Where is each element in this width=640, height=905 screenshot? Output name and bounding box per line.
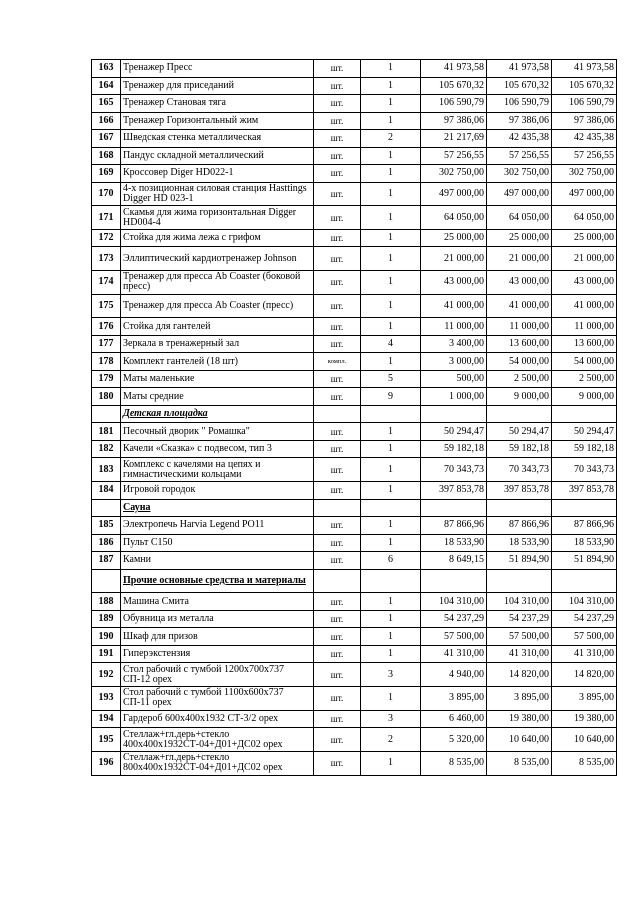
sum-cell: 54 237,29 [487,610,552,628]
item-name-cell: Стол рабочий с тумбой 1100х600х737 СП-11 орех [121,687,314,711]
unit-cell: шт. [314,517,361,535]
row-number-cell: 164 [92,77,121,95]
total-cell: 97 386,06 [552,112,617,130]
sum-cell: 57 500,00 [487,628,552,646]
item-name-cell: Тренажер Горизонтальный жим [121,112,314,130]
table-row [92,229,617,247]
item-name-cell: Кроссовер Diger HD022-1 [121,165,314,183]
sum-cell: 87 866,96 [487,517,552,535]
sum-cell: 64 050,00 [487,206,552,230]
empty-cell [361,405,421,423]
item-name-cell: Маты маленькие [121,370,314,388]
empty-cell [314,569,361,593]
total-cell: 70 343,73 [552,458,617,482]
row-number-cell: 177 [92,335,121,353]
table-row [92,552,617,570]
total-cell: 41 000,00 [552,294,617,318]
empty-cell [487,569,552,593]
total-cell: 43 000,00 [552,271,617,295]
row-number-cell: 182 [92,440,121,458]
table-row [92,423,617,441]
price-cell: 41 000,00 [421,294,487,318]
unit-cell: шт. [314,294,361,318]
unit-cell: шт. [314,534,361,552]
total-cell: 105 670,32 [552,77,617,95]
table-row [92,247,617,271]
unit-cell: шт. [314,247,361,271]
price-cell: 87 866,96 [421,517,487,535]
empty-cell [92,499,121,517]
unit-cell: шт. [314,165,361,183]
item-name-cell: Зеркала в тренажерный зал [121,335,314,353]
empty-cell [92,405,121,423]
section-title: Прочие основные средства и материалы [121,569,314,593]
row-number-cell: 170 [92,182,121,206]
row-number-cell: 190 [92,628,121,646]
price-cell: 57 256,55 [421,147,487,165]
table-row [92,77,617,95]
quantity-cell: 3 [361,710,421,728]
price-cell: 25 000,00 [421,229,487,247]
sum-cell: 11 000,00 [487,318,552,336]
sum-cell: 302 750,00 [487,165,552,183]
sum-cell: 54 000,00 [487,353,552,371]
item-name-cell: Тренажер для пресса Ab Coaster (пресс) [121,294,314,318]
sum-cell: 14 820,00 [487,663,552,687]
price-cell: 70 343,73 [421,458,487,482]
total-cell: 21 000,00 [552,247,617,271]
price-cell: 21 000,00 [421,247,487,271]
unit-cell: шт. [314,95,361,113]
item-name-cell: 4-х позиционная силовая станция Hasttings Digger HD 023-1 [121,182,314,206]
table-row [92,645,617,663]
unit-cell: шт. [314,593,361,611]
row-number-cell: 189 [92,610,121,628]
table-row [92,710,617,728]
item-name-cell: Стойка для жима лежа с грифом [121,229,314,247]
quantity-cell: 1 [361,318,421,336]
item-name-cell: Песочный дворик " Ромашка" [121,423,314,441]
inventory-table [91,59,617,776]
row-number-cell: 172 [92,229,121,247]
table-row [92,628,617,646]
total-cell: 14 820,00 [552,663,617,687]
sum-cell: 25 000,00 [487,229,552,247]
item-name-cell: Обувница из металла [121,610,314,628]
row-number-cell: 196 [92,751,121,775]
total-cell: 11 000,00 [552,318,617,336]
row-number-cell: 185 [92,517,121,535]
section-header-row [92,499,617,517]
item-name-cell: Тренажер для приседаний [121,77,314,95]
quantity-cell: 1 [361,182,421,206]
unit-cell: шт. [314,318,361,336]
unit-cell: шт. [314,710,361,728]
table-row [92,388,617,406]
empty-cell [361,569,421,593]
total-cell: 106 590,79 [552,95,617,113]
row-number-cell: 193 [92,687,121,711]
table-row [92,728,617,752]
row-number-cell: 180 [92,388,121,406]
sum-cell: 2 500,00 [487,370,552,388]
table-row [92,517,617,535]
sum-cell: 70 343,73 [487,458,552,482]
unit-cell: шт. [314,458,361,482]
price-cell: 105 670,32 [421,77,487,95]
item-name-cell: Маты средние [121,388,314,406]
table-row [92,370,617,388]
price-cell: 1 000,00 [421,388,487,406]
price-cell: 11 000,00 [421,318,487,336]
unit-cell: шт. [314,147,361,165]
quantity-cell: 1 [361,423,421,441]
sum-cell: 105 670,32 [487,77,552,95]
quantity-cell: 1 [361,610,421,628]
price-cell: 302 750,00 [421,165,487,183]
quantity-cell: 1 [361,534,421,552]
row-number-cell: 192 [92,663,121,687]
table-row [92,335,617,353]
empty-cell [421,405,487,423]
quantity-cell: 1 [361,112,421,130]
section-title: Сауна [121,499,314,517]
empty-cell [314,499,361,517]
item-name-cell: Игровой городок [121,482,314,500]
quantity-cell: 1 [361,751,421,775]
unit-cell: шт. [314,552,361,570]
quantity-cell: 3 [361,663,421,687]
row-number-cell: 179 [92,370,121,388]
total-cell: 497 000,00 [552,182,617,206]
item-name-cell: Стойка для гантелей [121,318,314,336]
quantity-cell: 1 [361,165,421,183]
empty-cell [487,405,552,423]
row-number-cell: 186 [92,534,121,552]
item-name-cell: Гиперэкстензия [121,645,314,663]
row-number-cell: 167 [92,130,121,148]
sum-cell: 50 294,47 [487,423,552,441]
total-cell: 42 435,38 [552,130,617,148]
unit-cell: шт. [314,645,361,663]
unit-cell: шт. [314,687,361,711]
item-name-cell: Электропечь Harvia Legend PO11 [121,517,314,535]
quantity-cell: 1 [361,77,421,95]
unit-cell: шт. [314,229,361,247]
price-cell: 5 320,00 [421,728,487,752]
price-cell: 41 973,58 [421,60,487,78]
row-number-cell: 195 [92,728,121,752]
unit-cell: шт. [314,728,361,752]
sum-cell: 41 000,00 [487,294,552,318]
table-row [92,112,617,130]
empty-cell [314,405,361,423]
quantity-cell: 1 [361,95,421,113]
item-name-cell: Пульт С150 [121,534,314,552]
unit-cell: шт. [314,751,361,775]
unit-cell: шт. [314,112,361,130]
row-number-cell: 163 [92,60,121,78]
unit-cell: шт. [314,663,361,687]
row-number-cell: 168 [92,147,121,165]
sum-cell: 42 435,38 [487,130,552,148]
price-cell: 3 400,00 [421,335,487,353]
quantity-cell: 1 [361,353,421,371]
quantity-cell: 1 [361,147,421,165]
empty-cell [361,499,421,517]
empty-cell [552,569,617,593]
total-cell: 64 050,00 [552,206,617,230]
quantity-cell: 1 [361,517,421,535]
price-cell: 64 050,00 [421,206,487,230]
quantity-cell: 1 [361,229,421,247]
price-cell: 41 310,00 [421,645,487,663]
price-cell: 8 649,15 [421,552,487,570]
price-cell: 59 182,18 [421,440,487,458]
price-cell: 104 310,00 [421,593,487,611]
unit-cell: шт. [314,440,361,458]
row-number-cell: 178 [92,353,121,371]
total-cell: 13 600,00 [552,335,617,353]
sum-cell: 41 310,00 [487,645,552,663]
unit-cell: шт. [314,130,361,148]
sum-cell: 3 895,00 [487,687,552,711]
sum-cell: 19 380,00 [487,710,552,728]
unit-cell: шт. [314,628,361,646]
table-row [92,206,617,230]
sum-cell: 106 590,79 [487,95,552,113]
empty-cell [421,499,487,517]
row-number-cell: 173 [92,247,121,271]
row-number-cell: 175 [92,294,121,318]
item-name-cell: Эллиптический кардиотренажер Johnson [121,247,314,271]
row-number-cell: 181 [92,423,121,441]
total-cell: 54 000,00 [552,353,617,371]
row-number-cell: 194 [92,710,121,728]
quantity-cell: 2 [361,130,421,148]
total-cell: 104 310,00 [552,593,617,611]
sum-cell: 8 535,00 [487,751,552,775]
row-number-cell: 187 [92,552,121,570]
quantity-cell: 5 [361,370,421,388]
price-cell: 97 386,06 [421,112,487,130]
unit-cell: шт. [314,271,361,295]
table-row [92,130,617,148]
price-cell: 21 217,69 [421,130,487,148]
table-row [92,440,617,458]
price-cell: 4 940,00 [421,663,487,687]
price-cell: 50 294,47 [421,423,487,441]
quantity-cell: 1 [361,60,421,78]
empty-cell [92,569,121,593]
quantity-cell: 1 [361,482,421,500]
price-cell: 43 000,00 [421,271,487,295]
total-cell: 50 294,47 [552,423,617,441]
section-header-row [92,569,617,593]
table-row [92,482,617,500]
quantity-cell: 1 [361,271,421,295]
unit-cell: шт. [314,610,361,628]
unit-cell: шт. [314,182,361,206]
price-cell: 6 460,00 [421,710,487,728]
item-name-cell: Шкаф для призов [121,628,314,646]
unit-cell: шт. [314,335,361,353]
price-cell: 500,00 [421,370,487,388]
total-cell: 10 640,00 [552,728,617,752]
quantity-cell: 1 [361,628,421,646]
row-number-cell: 183 [92,458,121,482]
sum-cell: 21 000,00 [487,247,552,271]
table-row [92,687,617,711]
quantity-cell: 6 [361,552,421,570]
table-row [92,610,617,628]
table-row [92,353,617,371]
empty-cell [487,499,552,517]
item-name-cell: Машина Смита [121,593,314,611]
quantity-cell: 2 [361,728,421,752]
price-cell: 397 853,78 [421,482,487,500]
row-number-cell: 166 [92,112,121,130]
sum-cell: 13 600,00 [487,335,552,353]
item-name-cell: Стол рабочий с тумбой 1200х700х737 СП-12 орех [121,663,314,687]
section-header-row [92,405,617,423]
quantity-cell: 1 [361,645,421,663]
table-row [92,165,617,183]
total-cell: 397 853,78 [552,482,617,500]
price-cell: 57 500,00 [421,628,487,646]
price-cell: 8 535,00 [421,751,487,775]
sum-cell: 9 000,00 [487,388,552,406]
unit-cell: шт. [314,206,361,230]
quantity-cell: 1 [361,593,421,611]
total-cell: 8 535,00 [552,751,617,775]
quantity-cell: 4 [361,335,421,353]
item-name-cell: Тренажер Становая тяга [121,95,314,113]
item-name-cell: Пандус складной металлический [121,147,314,165]
sum-cell: 18 533,90 [487,534,552,552]
sum-cell: 51 894,90 [487,552,552,570]
unit-cell: шт. [314,423,361,441]
table-row [92,147,617,165]
unit-cell: шт. [314,482,361,500]
sum-cell: 59 182,18 [487,440,552,458]
sum-cell: 57 256,55 [487,147,552,165]
row-number-cell: 191 [92,645,121,663]
table-row [92,318,617,336]
sum-cell: 10 640,00 [487,728,552,752]
empty-cell [552,405,617,423]
total-cell: 3 895,00 [552,687,617,711]
total-cell: 19 380,00 [552,710,617,728]
item-name-cell: Стеллаж+гл.дерь+стекло 400х400х1932СТ-04+Д01+ДС02 орех [121,728,314,752]
item-name-cell: Стеллаж+гл.дерь+стекло 800х400х1932СТ-04+Д01+ДС02 орех [121,751,314,775]
item-name-cell: Камни [121,552,314,570]
sum-cell: 397 853,78 [487,482,552,500]
price-cell: 106 590,79 [421,95,487,113]
table-row [92,182,617,206]
table-row [92,95,617,113]
total-cell: 51 894,90 [552,552,617,570]
total-cell: 54 237,29 [552,610,617,628]
item-name-cell: Скамья для жима горизонтальная Digger HD004-4 [121,206,314,230]
price-cell: 497 000,00 [421,182,487,206]
quantity-cell: 1 [361,247,421,271]
table-row [92,663,617,687]
total-cell: 2 500,00 [552,370,617,388]
table-row [92,458,617,482]
section-title: Детская площадка [121,405,314,423]
quantity-cell: 9 [361,388,421,406]
price-cell: 54 237,29 [421,610,487,628]
table-row [92,271,617,295]
item-name-cell: Гардероб 600х400х1932 СТ-3/2 орех [121,710,314,728]
total-cell: 41 973,58 [552,60,617,78]
total-cell: 18 533,90 [552,534,617,552]
empty-cell [552,499,617,517]
quantity-cell: 1 [361,687,421,711]
price-cell: 3 000,00 [421,353,487,371]
total-cell: 87 866,96 [552,517,617,535]
total-cell: 302 750,00 [552,165,617,183]
row-number-cell: 169 [92,165,121,183]
total-cell: 57 256,55 [552,147,617,165]
item-name-cell: Комплект гантелей (18 шт) [121,353,314,371]
sum-cell: 497 000,00 [487,182,552,206]
inventory-table-body [92,60,617,776]
total-cell: 9 000,00 [552,388,617,406]
unit-cell: шт. [314,370,361,388]
total-cell: 41 310,00 [552,645,617,663]
item-name-cell: Тренажер Пресс [121,60,314,78]
row-number-cell: 188 [92,593,121,611]
item-name-cell: Тренажер для пресса Ab Coaster (боковой пресс) [121,271,314,295]
item-name-cell: Качели «Сказка» с подвесом, тип 3 [121,440,314,458]
quantity-cell: 1 [361,458,421,482]
unit-cell: шт. [314,60,361,78]
row-number-cell: 171 [92,206,121,230]
table-row [92,593,617,611]
total-cell: 57 500,00 [552,628,617,646]
unit-cell: шт. [314,77,361,95]
sum-cell: 104 310,00 [487,593,552,611]
empty-cell [421,569,487,593]
price-cell: 3 895,00 [421,687,487,711]
table-row [92,60,617,78]
sum-cell: 43 000,00 [487,271,552,295]
sum-cell: 97 386,06 [487,112,552,130]
quantity-cell: 1 [361,440,421,458]
quantity-cell: 1 [361,294,421,318]
price-cell: 18 533,90 [421,534,487,552]
sum-cell: 41 973,58 [487,60,552,78]
total-cell: 59 182,18 [552,440,617,458]
item-name-cell: Шведская стенка металлическая [121,130,314,148]
table-row [92,751,617,775]
total-cell: 25 000,00 [552,229,617,247]
row-number-cell: 174 [92,271,121,295]
unit-cell: компл. [314,353,361,371]
row-number-cell: 165 [92,95,121,113]
row-number-cell: 184 [92,482,121,500]
row-number-cell: 176 [92,318,121,336]
table-row [92,294,617,318]
unit-cell: шт. [314,388,361,406]
item-name-cell: Комплекс с качелями на цепях и гимнастическими кольцами [121,458,314,482]
quantity-cell: 1 [361,206,421,230]
table-row [92,534,617,552]
